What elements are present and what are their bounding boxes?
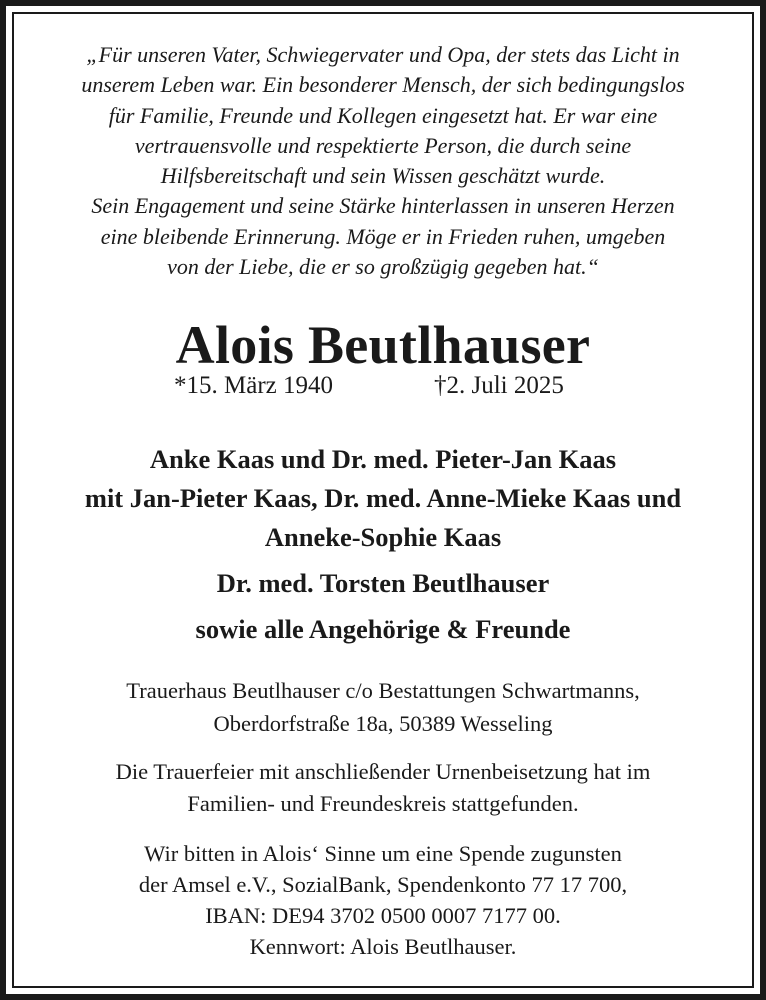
quote-line: Hilfsbereitschaft und sein Wissen geschätzt wurde. [160, 163, 606, 189]
deceased-name: Alois Beutlhauser [175, 315, 591, 375]
ceremony-line: Die Trauerfeier mit anschließender Urnenbeisetzung hat im [115, 759, 651, 784]
quote-line: unserem Leben war. Ein besonderer Mensch, der sich bedingungslos [81, 72, 685, 98]
mourner-line: Dr. med. Torsten Beutlhauser [216, 568, 550, 598]
obituary-notice [14, 14, 752, 986]
address-line: Trauerhaus Beutlhauser c/o Bestattungen Schwartmanns, [126, 678, 640, 703]
ceremony-line: Familien- und Freundeskreis stattgefunden. [187, 791, 579, 816]
life-dates [14, 372, 752, 408]
birth-date: *15. März 1940 [174, 372, 333, 399]
death-date: †2. Juli 2025 [434, 372, 564, 399]
address-line: Oberdorfstraße 18a, 50389 Wesseling [213, 711, 553, 736]
donation-line: der Amsel e.V., SozialBank, Spendenkonto 77 17 700, [138, 872, 628, 897]
mourners-list [14, 440, 752, 649]
mourner-line: mit Jan-Pieter Kaas, Dr. med. Anne-Mieke Kaas und [84, 483, 682, 513]
donation-line: Wir bitten in Alois‘ Sinne um eine Spende zugunsten [144, 841, 622, 866]
ceremony-note [14, 756, 752, 820]
quote-line: Sein Engagement und seine Stärke hinterlassen in unseren Herzen [91, 193, 675, 219]
mourner-line: sowie alle Angehörige & Freunde [195, 614, 571, 644]
donation-line: IBAN: DE94 3702 0500 0007 7177 00. [205, 903, 561, 928]
donation-request [14, 838, 752, 962]
quote-line: „Für unseren Vater, Schwiegervater und Opa, der stets das Licht in [86, 42, 680, 67]
quote-line: eine bleibende Erinnerung. Möge er in Frieden ruhen, umgeben [100, 223, 666, 249]
memorial-quote [14, 40, 752, 282]
donation-line: Kennwort: Alois Beutlhauser. [249, 934, 517, 959]
mourner-line: Anneke-Sophie Kaas [264, 522, 502, 552]
mourner-line: Anke Kaas und Dr. med. Pieter-Jan Kaas [149, 444, 617, 474]
mourning-address [14, 674, 752, 740]
quote-line: vertrauensvolle und respektierte Person, die durch seine [134, 132, 632, 158]
quote-line: von der Liebe, die er so großzügig gegeben hat.“ [167, 254, 599, 280]
quote-line: für Familie, Freunde und Kollegen eingesetzt hat. Er war eine [108, 102, 658, 128]
